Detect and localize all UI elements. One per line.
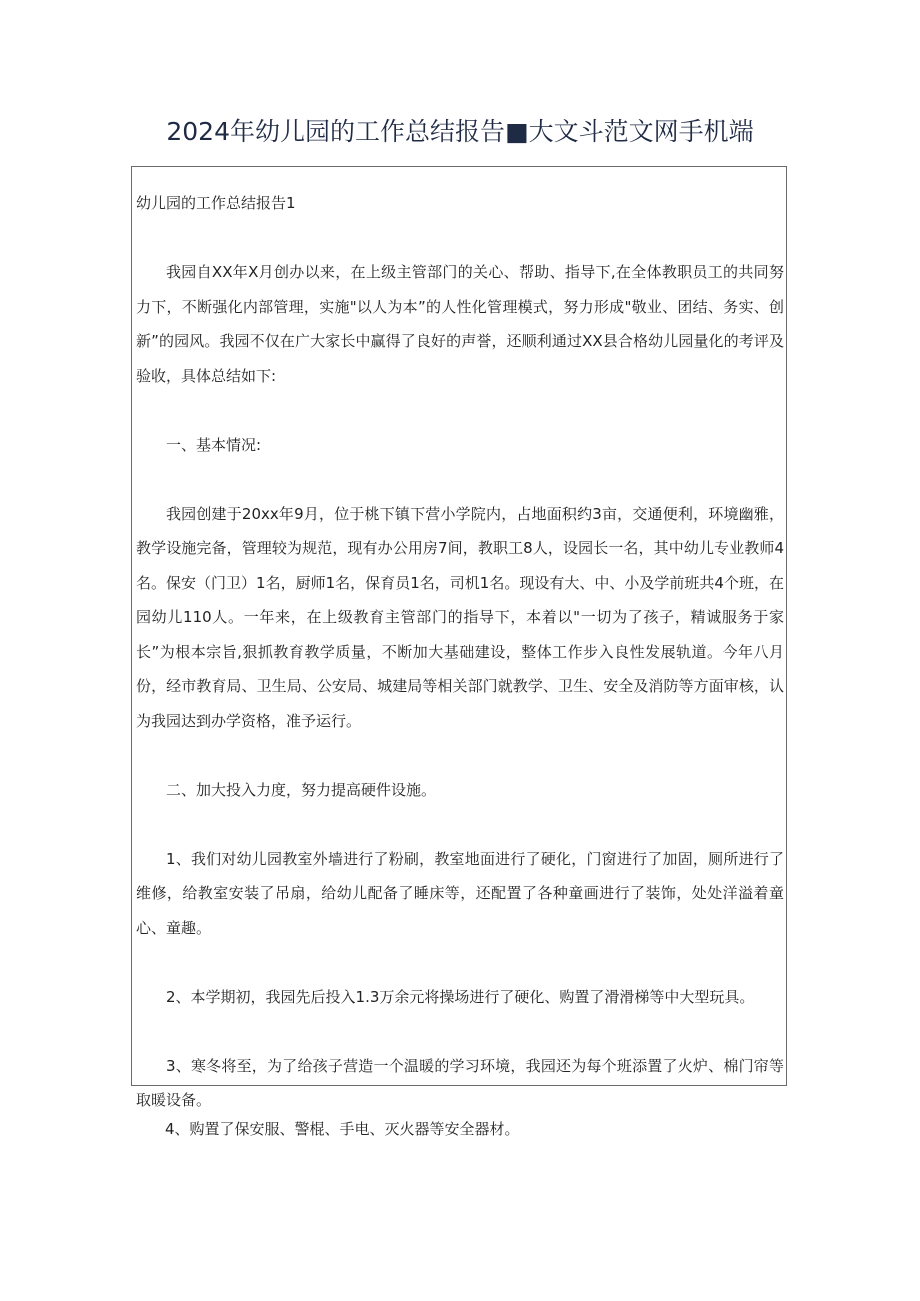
paragraph-gap xyxy=(136,945,784,980)
paragraph-basic-situation: 我园创建于20xx年9月，位于桃下镇下营小学院内，占地面积约3亩，交通便利，环境幽雅，教学设施完备，管理较为规范，现有办公用房7间，教职工8人，设园长一名，其中幼儿专业教师4名。保安（门卫）1名，厨师1名，保育员1名，司机1名。现设有大、中、小及学前班共4个班，在园幼儿110人。一年来，在上级教育主管部门的指导下，本着以"一切为了孩子，精诚服务于家长”为根本宗旨,狠抓教育教学质量，不断加大基础建设，整体工作步入良性发展轨道。今年八月份，经市教育局、卫生局、公安局、城建局等相关部门就教学、卫生、安全及消防等方面审核，认为我园达到办学资格，准予运行。 xyxy=(136,504,784,730)
paragraph-gap xyxy=(136,1014,784,1049)
section-heading: 幼儿园的工作总结报告1 xyxy=(136,194,296,212)
page-title: 2024年幼儿园的工作总结报告■大文斗范文网手机端 xyxy=(166,117,754,146)
list-item-1: 1、我们对幼儿园教室外墙进行了粉刷，教室地面进行了硬化，门窗进行了加固，厕所进行了维修，给教室安装了吊扇，给幼儿配备了睡床等，还配置了各种童画进行了装饰，处处洋溢着童心、童趣。 xyxy=(136,849,784,937)
paragraph-gap xyxy=(136,393,784,428)
paragraph-gap xyxy=(136,738,784,773)
heading-investment: 二、加大投入力度，努力提高硬件设施。 xyxy=(166,780,437,799)
trailing-section xyxy=(135,1112,785,1147)
paragraph-gap xyxy=(136,807,784,842)
paragraph-gap xyxy=(136,462,784,497)
content-box xyxy=(131,166,787,1109)
heading-basic-situation: 一、基本情况: xyxy=(166,435,262,454)
paragraph-gap xyxy=(136,221,784,256)
list-item-3: 3、寒冬将至，为了给孩子营造一个温暖的学习环境，我园还为每个班添置了火炉、棉门帘等取暖设备。 xyxy=(136,1056,784,1109)
list-item-2: 2、本学期初，我园先后投入1.3万余元将操场进行了硬化、购置了滑滑梯等中大型玩具。 xyxy=(166,987,755,1006)
paragraph-intro: 我园自XX年X月创办以来，在上级主管部门的关心、帮助、指导下,在全体教职员工的共同努力下，不断强化内部管理，实施"以人为本”的人性化管理模式，努力形成"敬业、团结、务实、创新”的园风。我园不仅在广大家长中赢得了良好的声誉，还顺利通过XX县合格幼儿园量化的考评及验收，具体总结如下: xyxy=(136,263,784,385)
list-item-4: 4、购置了保安服、警棍、手电、灭火器等安全器材。 xyxy=(165,1120,520,1138)
